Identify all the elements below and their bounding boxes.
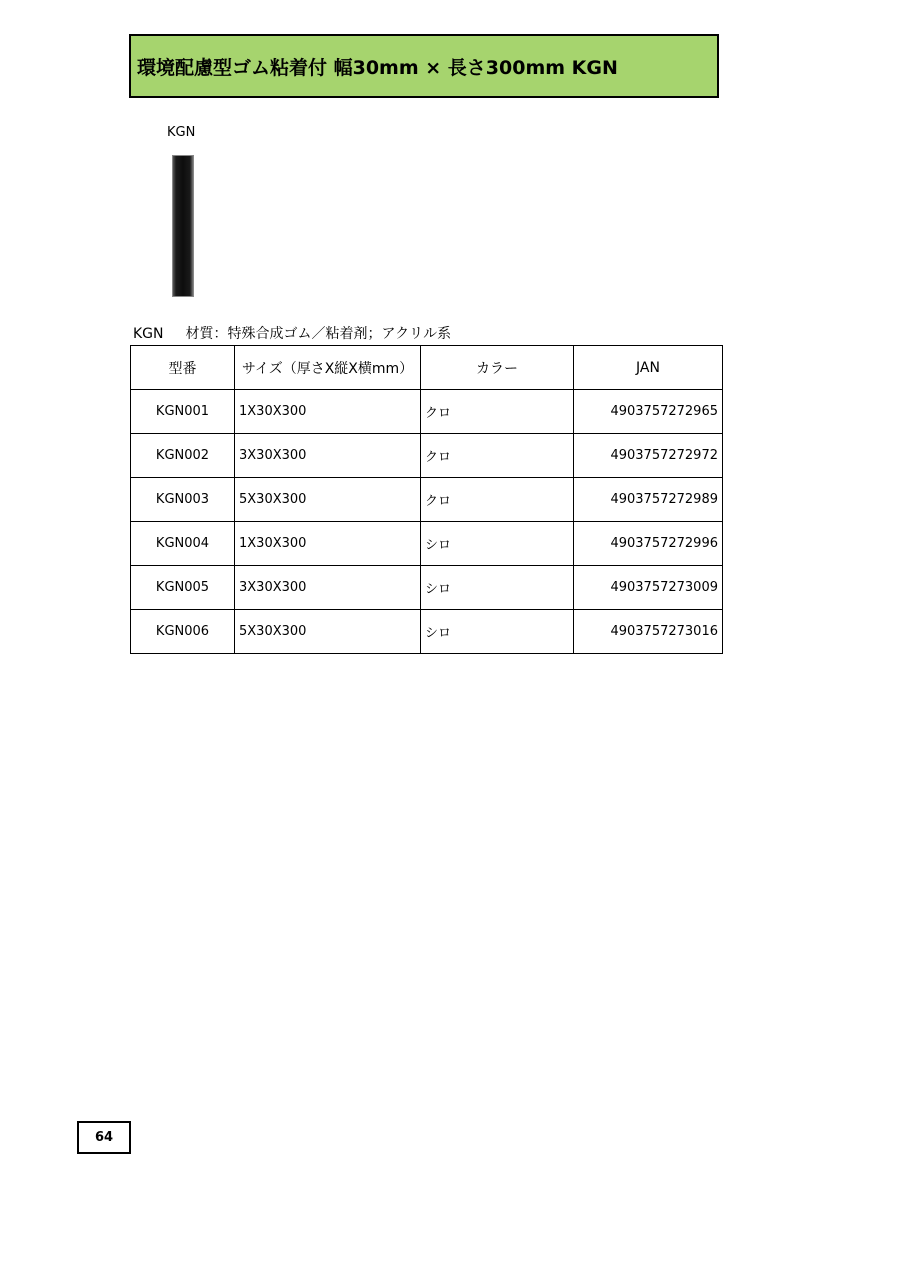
table-header-row	[131, 346, 723, 390]
header-color: カラー	[421, 346, 574, 390]
material-note	[133, 323, 451, 343]
table-row	[131, 390, 723, 434]
product-image	[172, 155, 194, 297]
cell-jan: 4903757273009	[574, 566, 723, 610]
cell-model: KGN001	[131, 390, 235, 434]
table-row	[131, 566, 723, 610]
cell-size: 3X30X300	[235, 566, 421, 610]
cell-size: 5X30X300	[235, 478, 421, 522]
page-title	[129, 34, 719, 98]
cell-color: クロ	[421, 434, 574, 478]
table-row	[131, 522, 723, 566]
cell-color: クロ	[421, 478, 574, 522]
material-text: 材質：特殊合成ゴム／粘着剤；アクリル系	[185, 326, 452, 342]
cell-size: 3X30X300	[235, 434, 421, 478]
table-row	[131, 434, 723, 478]
cell-color: クロ	[421, 390, 574, 434]
cell-jan: 4903757272996	[574, 522, 723, 566]
cell-jan: 4903757273016	[574, 610, 723, 654]
cell-jan: 4903757272989	[574, 478, 723, 522]
cell-model: KGN002	[131, 434, 235, 478]
table-row	[131, 478, 723, 522]
product-image-label: KGN	[167, 125, 196, 140]
cell-jan: 4903757272972	[574, 434, 723, 478]
cell-size: 5X30X300	[235, 610, 421, 654]
cell-color: シロ	[421, 522, 574, 566]
header-jan: JAN	[574, 346, 723, 390]
cell-model: KGN005	[131, 566, 235, 610]
spec-table	[130, 345, 723, 654]
cell-color: シロ	[421, 610, 574, 654]
cell-color: シロ	[421, 566, 574, 610]
cell-jan: 4903757272965	[574, 390, 723, 434]
cell-model: KGN004	[131, 522, 235, 566]
cell-size: 1X30X300	[235, 390, 421, 434]
cell-model: KGN006	[131, 610, 235, 654]
header-size: サイズ（厚さX縦X横mm）	[235, 346, 421, 390]
page-number: 64	[77, 1121, 131, 1154]
table-row	[131, 610, 723, 654]
page-title-text: 環境配慮型ゴム粘着付 幅30mm × 長さ300mm KGN	[137, 56, 618, 79]
material-model: KGN	[133, 326, 164, 342]
header-model: 型番	[131, 346, 235, 390]
cell-size: 1X30X300	[235, 522, 421, 566]
cell-model: KGN003	[131, 478, 235, 522]
